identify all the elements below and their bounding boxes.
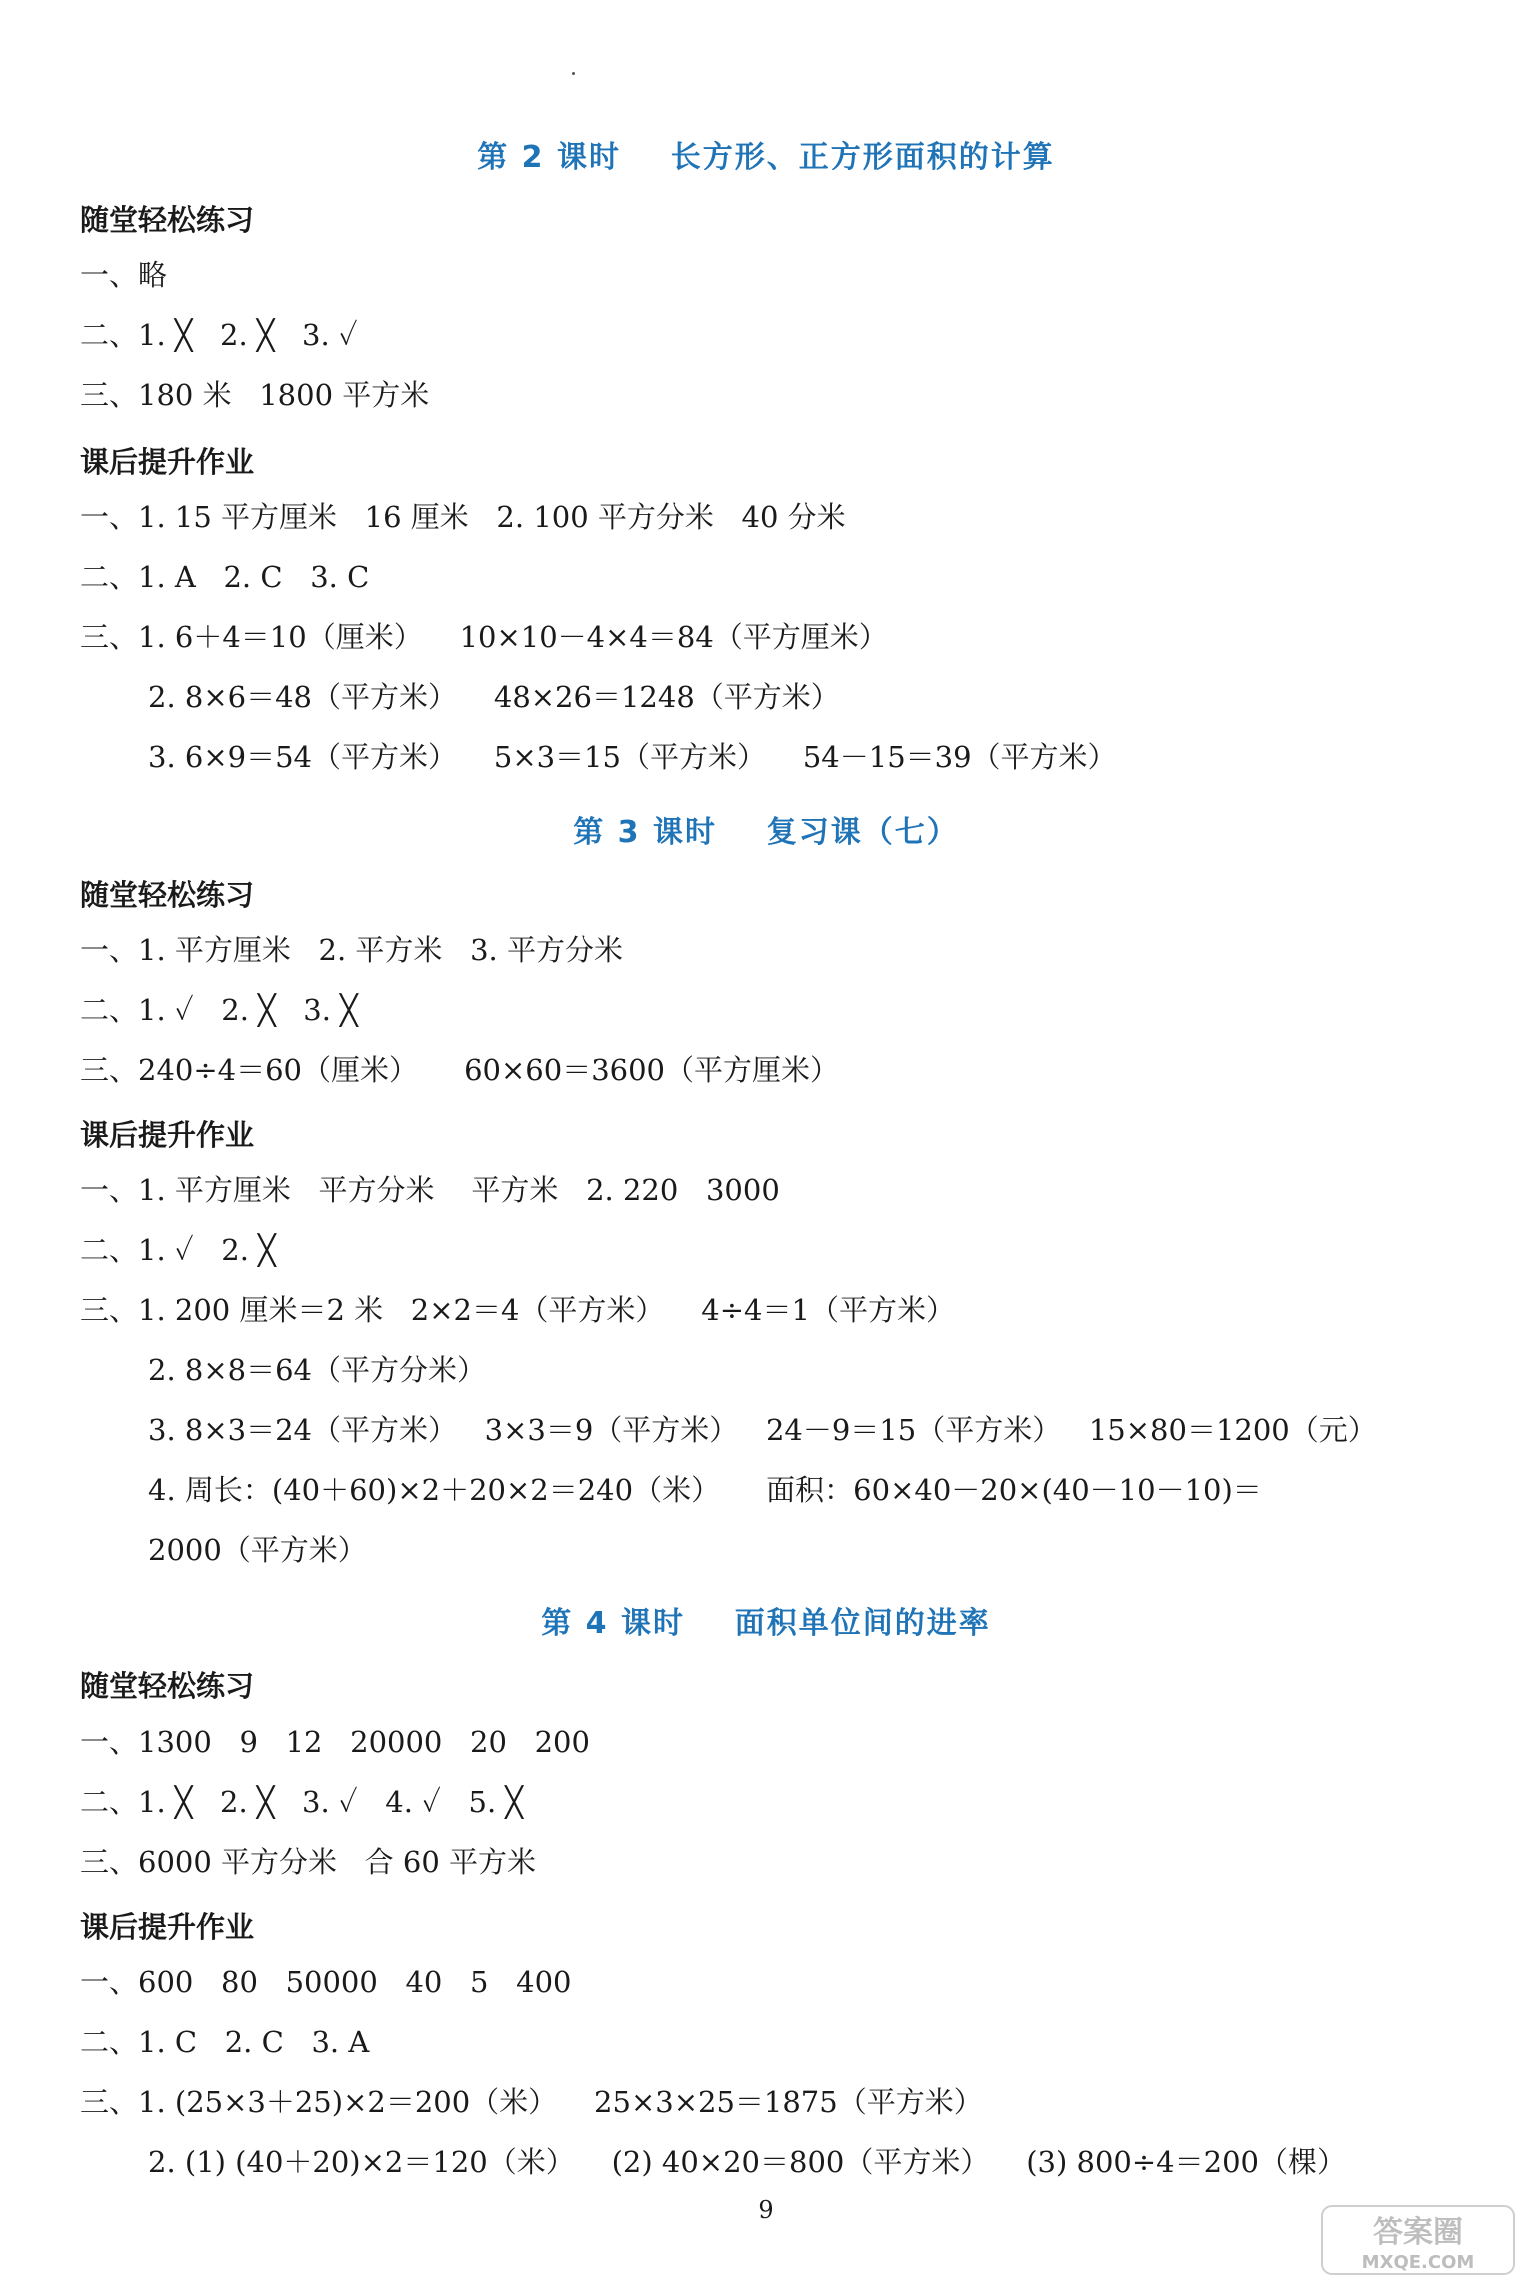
answer-line: 一、1. 15 平方厘米 16 厘米 2. 100 平方分米 40 分米	[80, 500, 846, 534]
answer-line: 三、1. 200 厘米＝2 米 2×2＝4（平方米） 4÷4＝1（平方米）	[80, 1293, 955, 1327]
answer-line: 一、1. 平方厘米 平方分米 平方米 2. 220 3000	[80, 1173, 780, 1207]
answer-line: 二、1. ✓ 2. ╳ 3. ╳	[80, 993, 358, 1027]
answer-line: 三、1. 6＋4＝10（厘米） 10×10－4×4＝84（平方厘米）	[80, 620, 888, 654]
answer-line: 三、6000 平方分米 合 60 平方米	[80, 1845, 537, 1879]
answer-line: 三、1. (25×3＋25)×2＝200（米） 25×3×25＝1875（平方米）	[80, 2085, 983, 2119]
section-heading-lesson-2: 第 2 课时 长方形、正方形面积的计算	[477, 140, 1055, 175]
answer-line: 4. 周长：(40＋60)×2＋20×2＝240（米） 面积：60×40－20×(40－10－10)＝	[148, 1473, 1262, 1507]
scan-speck	[572, 72, 575, 75]
subsection-title: 随堂轻松练习	[80, 1669, 255, 1703]
answer-line: 一、略	[80, 258, 168, 292]
answer-line: 二、1. ╳ 2. ╳ 3. ✓	[80, 318, 358, 352]
answer-line: 三、180 米 1800 平方米	[80, 378, 430, 412]
answer-line: 一、1. 平方厘米 2. 平方米 3. 平方分米	[80, 933, 623, 967]
answer-line: 2. 8×8＝64（平方分米）	[148, 1353, 486, 1387]
answer-line: 二、1. A 2. C 3. C	[80, 560, 370, 594]
answer-line: 二、1. ╳ 2. ╳ 3. ✓ 4. ✓ 5. ╳	[80, 1785, 523, 1819]
watermark-bottom-text: MXQE.COM	[1361, 2252, 1475, 2273]
answer-line: 三、240÷4＝60（厘米） 60×60＝3600（平方厘米）	[80, 1053, 839, 1087]
section-heading-lesson-4: 第 4 课时 面积单位间的进率	[541, 1606, 991, 1641]
answer-line: 2000（平方米）	[148, 1533, 367, 1567]
subsection-title: 随堂轻松练习	[80, 878, 255, 912]
subsection-title: 课后提升作业	[80, 445, 255, 479]
answer-line: 一、600 80 50000 40 5 400	[80, 1965, 572, 1999]
answer-line: 二、1. C 2. C 3. A	[80, 2025, 370, 2059]
answer-line: 一、1300 9 12 20000 20 200	[80, 1725, 590, 1759]
answer-line: 2. 8×6＝48（平方米） 48×26＝1248（平方米）	[148, 680, 840, 714]
subsection-title: 随堂轻松练习	[80, 203, 255, 237]
watermark-logo	[1318, 2200, 1518, 2280]
subsection-title: 课后提升作业	[80, 1118, 255, 1152]
answer-line: 3. 6×9＝54（平方米） 5×3＝15（平方米） 54－15＝39（平方米）	[148, 740, 1117, 774]
subsection-title: 课后提升作业	[80, 1910, 255, 1944]
answer-line: 二、1. ✓ 2. ╳	[80, 1233, 276, 1267]
answer-line: 3. 8×3＝24（平方米） 3×3＝9（平方米） 24－9＝15（平方米） 15×80＝1200（元）	[148, 1413, 1377, 1447]
watermark-top-text: 答案圈	[1373, 2215, 1463, 2250]
answer-line: 2. (1) (40＋20)×2＝120（米） (2) 40×20＝800（平方米） (3) 800÷4＝200（棵）	[148, 2145, 1346, 2179]
section-heading-lesson-3: 第 3 课时 复习课（七）	[573, 815, 959, 850]
page-number: 9	[758, 2196, 774, 2224]
